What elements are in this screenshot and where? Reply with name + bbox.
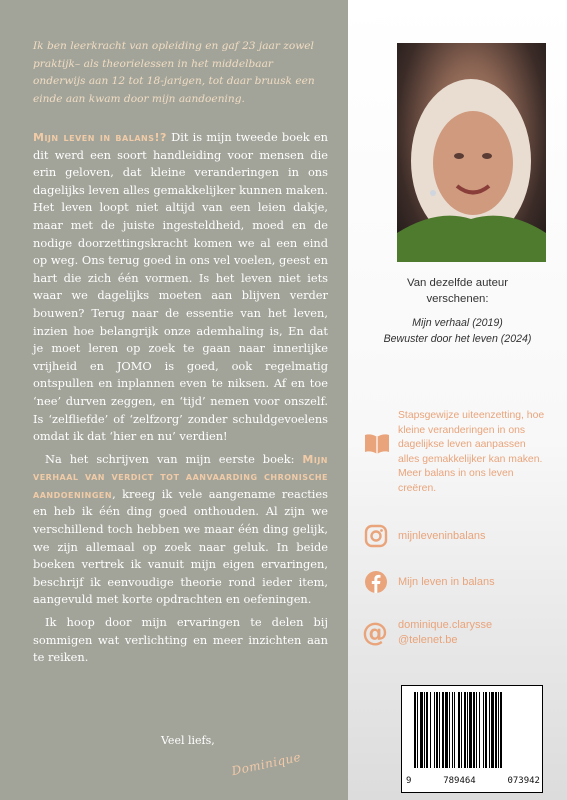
- book-description: Stapsgewijze uiteenzetting, hoe kleine veranderingen in ons dagelijkse leven aanpassen alles gemakkelijker kan maken. Meer balans in ons leven creëren.: [398, 410, 545, 494]
- author-photo: [397, 43, 546, 262]
- barcode-bar: [445, 692, 448, 768]
- barcode-bar: [430, 692, 431, 768]
- signature: Dominique: [230, 749, 303, 779]
- barcode-bar: [464, 692, 466, 768]
- barcode-bar: [417, 692, 418, 768]
- barcode-bar: [424, 692, 425, 768]
- isbn-digit-group: 789464: [443, 776, 476, 786]
- barcode-bar: [436, 692, 438, 768]
- isbn-digit-group: 9: [406, 776, 412, 786]
- barcode-bar: [449, 692, 450, 768]
- also-by-book: Mijn verhaal (2019): [412, 317, 503, 329]
- barcode-bar: [491, 692, 494, 768]
- isbn-digits: [406, 776, 540, 786]
- at-sign-icon: @: [362, 618, 388, 648]
- paragraph-1: [33, 129, 328, 446]
- email-address: [398, 618, 492, 648]
- barcode-bar: [485, 692, 487, 768]
- also-by-heading: [348, 275, 567, 307]
- also-by-book: Bewuster door het leven (2024): [383, 333, 532, 345]
- barcode-bar: [483, 692, 484, 768]
- sign-off: Veel liefs,: [161, 734, 215, 747]
- barcode-bar: [454, 692, 455, 768]
- barcode-bar: [476, 692, 477, 768]
- barcode-bar: [420, 692, 423, 768]
- instagram-icon: [364, 524, 388, 553]
- email-line-2: @telenet.be: [398, 634, 458, 646]
- facebook-page: Mijn leven in balans: [398, 576, 495, 588]
- isbn-digit-group: 073942: [507, 776, 540, 786]
- barcode-bar: [500, 692, 502, 768]
- also-by-heading-line-1: Van dezelfde auteur: [406, 277, 509, 289]
- barcode-bar: [498, 692, 499, 768]
- book-title-first: Mijn verhaal van verdict tot aanvaarding chronische aandoeningen: [33, 452, 328, 501]
- paragraph-3: Ik hoop door mijn ervaringen te delen bij sommigen wat verlichting en meer inzichten aan te reiken.: [33, 615, 328, 665]
- open-book-icon: [364, 433, 390, 460]
- also-by-heading-line-2: verschenen:: [426, 293, 489, 305]
- barcode-bar: [469, 692, 472, 768]
- isbn-barcode: [401, 685, 543, 793]
- book-title-current: Mijn leven in balans!?: [33, 131, 167, 144]
- email-line-1: dominique.clarysse: [398, 619, 493, 631]
- barcode-bar: [458, 692, 460, 768]
- barcode-bar: [439, 692, 440, 768]
- barcode-bar: [442, 692, 444, 768]
- paragraph-2-after: , kreeg ik vele aangename reacties en heb ik één ding goed onthouden. Al zijn we verschillend toch hebben we maar één ding gelijk, we zijn allemaal op zoek naar geluk. In beide boeken vertrek ik vanuit mijn eigen ervaringen, beschrijf ik eenvoudige theorie rond ieder item, aangevuld met korte opdrachten en oefeningen.: [33, 486, 328, 607]
- barcode-bar: [461, 692, 462, 768]
- paragraph-2-before: Na het schrijven van mijn eerste boek:: [45, 451, 303, 466]
- barcode-bar: [467, 692, 468, 768]
- barcode-bar: [473, 692, 475, 768]
- body-text: [33, 129, 328, 667]
- facebook-icon: [364, 570, 388, 599]
- barcode-bar: [452, 692, 453, 768]
- paragraph-2: [33, 451, 328, 609]
- barcode-bar: [434, 692, 435, 768]
- paragraph-1-text: Dit is mijn tweede boek en dit werd een soort handleiding voor mensen die erin geloven, dat kleine veranderingen in ons dagelijks leven alles gemakkelijker kunnen maken. Het leven loopt niet altijd van een leien dakje, maar met de juiste ingesteldheid, moed en de nodige doorzettingskracht komen we al een eind op weg. Ons terug goed in ons vel voelen, geest en hart die zich één vormen. Is het leven niet iets waar we dagelijks moeten aan blijven verder bouwen? Terug naar de essentie van het leven, inzien hoe belangrijk onze ademhaling is, En dat je moet leren op zoek te gaan naar innerlijke vrijheid en JOMO is goed, ook regelmatig ontspullen en inplannen even te niksen. Af en toe ‘nee’ durven zeggen, en ‘tijd’ nemen voor onszelf. Is ‘zelfliefde’ of ‘zelfzorg’ zonder schuldgevoelens omdat ik dat ‘hier en nu’ verdien!: [33, 130, 328, 444]
- also-by-list: [348, 315, 567, 347]
- barcode-bar: [426, 692, 428, 768]
- barcode-bar: [489, 692, 490, 768]
- barcode-bar: [414, 692, 416, 768]
- barcode-bar: [495, 692, 497, 768]
- instagram-handle: mijnleveninbalans: [398, 530, 486, 542]
- barcode-bar: [479, 692, 480, 768]
- intro-paragraph: Ik ben leerkracht van opleiding en gaf 23 jaar zowel praktijk– als theorielessen in het middelbaar onderwijs aan 12 tot 18-jarigen, tot daar bruusk een einde aan kwam door mijn aandoening.: [33, 40, 315, 105]
